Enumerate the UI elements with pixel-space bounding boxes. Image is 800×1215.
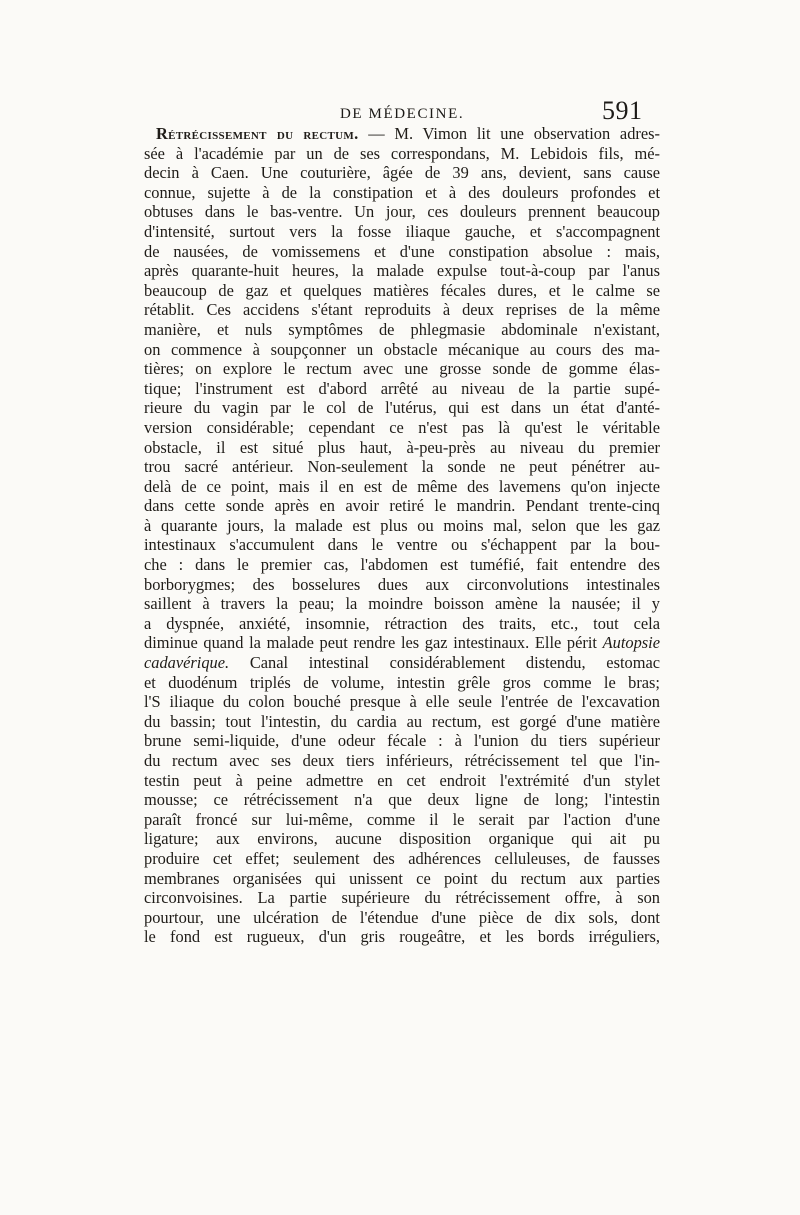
text-line: connue, sujette à de la constipation et à des douleurs profondes et	[144, 182, 660, 202]
text-line: obtuses dans le bas-ventre. Un jour, ces douleurs prennent beaucoup	[144, 202, 660, 222]
text-line-part: Canal intestinal considérablement distendu, estomac	[249, 653, 660, 673]
text-line: du bassin; tout l'intestin, du cardia au rectum, est gorgé d'une matière	[144, 711, 660, 731]
text-line: a dyspnée, anxiété, insomnie, rétraction des traits, etc., tout cela	[144, 613, 660, 633]
text-line: beaucoup de gaz et quelques matières fécales dures, et le calme se	[144, 280, 660, 300]
text-line: decin à Caen. Une couturière, âgée de 39 ans, devient, sans cause	[144, 163, 660, 183]
text-line: intestinaux s'accumulent dans le ventre ou s'échappent par la bou-	[144, 535, 660, 555]
text-line: sée à l'académie par un de ses correspondans, M. Lebidois fils, mé-	[144, 143, 660, 163]
text-line	[144, 124, 660, 144]
autopsy-label: Autopsie	[602, 633, 660, 653]
text-line-part: diminue quand la malade peut rendre les gaz intestinaux. Elle périt	[144, 633, 597, 653]
text-line: produire cet effet; seulement des adhérences celluleuses, de fausses	[144, 848, 660, 868]
text-line: ligature; aux environs, aucune disposition organique qui ait pu	[144, 829, 660, 849]
text-line: rétablit. Ces accidens s'étant reproduits à deux reprises de la même	[144, 300, 660, 320]
text-line: borborygmes; des bosselures dues aux circonvolutions intestinales	[144, 574, 660, 594]
text-line: l'S iliaque du colon bouché presque à elle seule l'entrée de l'excavation	[144, 692, 660, 712]
text-line: brune semi-liquide, d'une odeur fécale : à l'union du tiers supérieur	[144, 731, 660, 751]
article-body	[144, 124, 660, 947]
text-line: paraît froncé sur lui-même, comme il le serait par l'action d'une	[144, 809, 660, 829]
text-line: trou sacré antérieur. Non-seulement la sonde ne peut pénétrer au-	[144, 457, 660, 477]
text-line: manière, et nuls symptômes de phlegmasie abdominale n'existant,	[144, 319, 660, 339]
text-line: saillent à travers la peau; la moindre boisson amène la nausée; il y	[144, 594, 660, 614]
text-line: après quarante-huit heures, la malade expulse tout-à-coup par l'anus	[144, 261, 660, 281]
text-line: circonvoisines. La partie supérieure du rétrécissement offre, à son	[144, 888, 660, 908]
text-line: d'intensité, surtout vers la fosse iliaque gauche, et s'accompagnent	[144, 221, 660, 241]
text-line: tières; on explore le rectum avec une grosse sonde de gomme élas-	[144, 359, 660, 379]
text-line	[144, 653, 660, 673]
text-line: che : dans le premier cas, l'abdomen est tuméfié, fait entendre des	[144, 555, 660, 575]
running-title: DE MÉDECINE.	[340, 106, 465, 122]
text-line: à quarante jours, la malade est plus ou moins mal, selon que les gaz	[144, 515, 660, 535]
text-line: on commence à soupçonner un obstacle mécanique au cours des ma-	[144, 339, 660, 359]
section-heading: Rétrécissement du rectum.	[156, 124, 359, 143]
text-line: membranes organisées qui unissent ce point du rectum aux parties	[144, 868, 660, 888]
text-line: delà de ce point, mais il en est de même des lavemens qu'on injecte	[144, 476, 660, 496]
text-line: tique; l'instrument est d'abord arrêté au niveau de la partie supé-	[144, 378, 660, 398]
text-line: dans cette sonde après en avoir retiré le mandrin. Pendant trente-cinq	[144, 496, 660, 516]
text-line: et duodénum triplés de volume, intestin grêle gros comme le bras;	[144, 672, 660, 692]
autopsy-label-cont: cadavérique.	[144, 653, 230, 673]
running-head	[0, 88, 800, 128]
text-line: obstacle, il est situé plus haut, à-peu-près au niveau du premier	[144, 437, 660, 457]
text-line: le fond est rugueux, d'un gris rougeâtre, et les bords irréguliers,	[144, 927, 660, 947]
text-line: de nausées, de vomissemens et d'une constipation absolue : mais,	[144, 241, 660, 261]
first-line-text: — M. Vimon lit une observation adres-	[368, 124, 660, 143]
text-line: version considérable; cependant ce n'est pas là qu'est le véritable	[144, 417, 660, 437]
text-line	[144, 633, 660, 653]
text-line: rieure du vagin par le col de l'utérus, qui est dans un état d'anté-	[144, 398, 660, 418]
page-number: 591	[602, 96, 643, 125]
text-line: du rectum avec ses deux tiers inférieurs, rétrécissement tel que l'in-	[144, 751, 660, 770]
text-line: pourtour, une ulcération de l'étendue d'une pièce de dix sols, dont	[144, 907, 660, 927]
text-line: mousse; ce rétrécissement n'a que deux ligne de long; l'intestin	[144, 790, 660, 810]
text-line: testin peut à peine admettre en cet endroit l'extrémité d'un stylet	[144, 770, 660, 790]
